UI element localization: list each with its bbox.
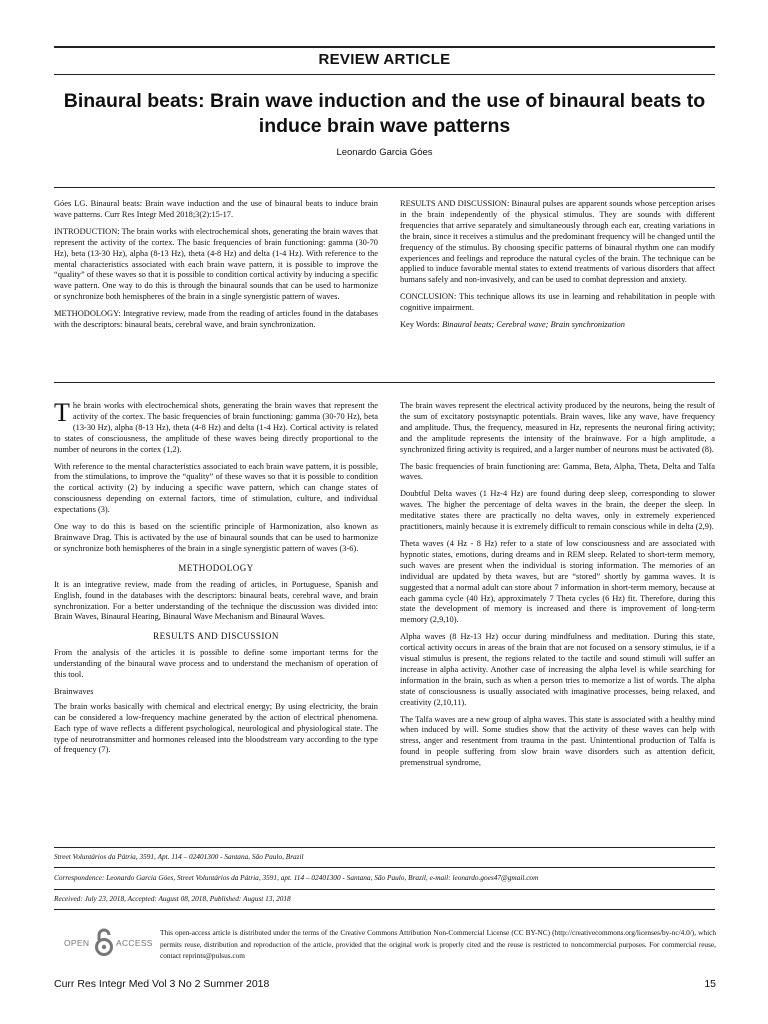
brainwaves-paragraph-2: The brain waves represent the electrical activity produced by the neurons, being the result of the sum of excitatory postsynaptic potentials. Brain waves, like any wave, have frequency and amplitude. Thus, the frequency, measured in Hz, represents the neuronal firing activity; and the amplitude represents the intensity of the brainwave. For a high amplitude, a synchronized firing activity is required, and a larger number of neurons must be activated (8). xyxy=(400,401,715,454)
license-text: This open-access article is distributed under the terms of the Creative Commons Attribution Non-Commercial License (CC BY-NC) (http://creativecommons.org/licenses/by-nc/4.0/), which permits reuse, distribution and reproduction of the article, provided that the original work is properly cited and the reuse is restricted to noncommercial purposes. For commercial reuse, contact reprints@pulsus.com xyxy=(160,928,716,960)
journal-footer: Curr Res Integr Med Vol 3 No 2 Summer 2018 xyxy=(54,978,270,990)
intro-paragraph-2: With reference to the mental characteristics associated to each brain wave pattern, it is possible, from the stimulations, to improve the “quality” of these waves so that it is possible to condition the cortical activity (2) by inducing a specific wave pattern, which can change states of consciousness depending on external factors, time of stimulation, culture, and individual expectations (3). xyxy=(54,461,378,515)
alpha-paragraph: Alpha waves (8 Hz-13 Hz) occur during mindfulness and meditation. During this state, cortical activity occurs in areas of the brain that are not focused on a sensory stimulus, ie if a visual stimulus is present, the regions related to the tactile and sound stimuli will suffer an increase in alpha activity. Another case of increasing the alpha level is while searching for information in the brain, such as when a person tries to memorize a list of words. The alpha state of consciousness is usually associated with imaginative processes, being relaxed, and creativity (2,10,11). xyxy=(400,632,715,707)
intro-paragraph-1-text: he brain works with electrochemical shots, generating the brain waves that represent the activity of the cortex. The basic frequencies of brain functioning: gamma (30-70 Hz), beta (13-30 Hz), alpha (8-13 Hz), theta (4-8 Hz) and delta (1-4 Hz). Cortical activity is related to states of consciousness, the amplitude of these waves being directly proportional to the number of neurons in the cortex (1,2). xyxy=(54,401,378,454)
abstract-citation: Góes LG. Binaural beats: Brain wave induction and the use of binaural beats to induce brain wave patterns. Curr Res Integr Med 2018;3(2):15-17. xyxy=(54,199,378,219)
methodology-paragraph: It is an integrative review, made from the reading of articles, in Portuguese, Spanish and English, found in the databases with the descriptors: binaural beats, cerebral wave, and brain synchronization. For a better understanding of the technique the discussion was divided into: Brain Waves, Binaural Hearing, Binaural Wave Mechanism and Binaural Waves. xyxy=(54,579,378,622)
frequencies-paragraph: The basic frequencies of brain functioning are: Gamma, Beta, Alpha, Theta, Delta and Talfa waves. xyxy=(400,461,715,482)
abstract-introduction: INTRODUCTION: The brain works with electrochemical shots, generating the brain waves that represent the activity of the cortex. The basic frequencies of brain functioning: gamma (30-70 Hz), beta (13-30 Hz), alpha (8-13 Hz), theta (4-8 Hz) and delta (1-4 Hz). With reference to the mental characteristics associated with each brain wave pattern, it is possible to improve the “quality” of these waves so that it is possible to condition cortical activity by inducing a specific wave pattern. One way to do this is through the binaural sounds that can be used to harmonize or synchronize both hemispheres of the brain in a single synergistic pattern of waves. xyxy=(54,226,378,302)
talfa-paragraph: The Talfa waves are a new group of alpha waves. This state is associated with a healthy mind when induced by will. Some studies show that the activity of these waves can help with stress, anger and resentment from trauma in the past. Unintentional production of Talfa is found in people suffering from slow brain wave disorders such as attention deficit, premenstrual syndrome, xyxy=(400,714,715,768)
abstract-right-column xyxy=(400,199,715,337)
abstract-results: RESULTS AND DISCUSSION: Binaural pulses are apparent sounds whose perception arises in the brain independently of the physical stimulus. They are sounds with different frequencies that arrive separately and simultaneously through each ear, creating variations in the brain, since it receives a stimulus and the predominant frequency will be changed until the frequency of the stimulus. By choosing specific patterns of binaural rhythm one can modify experiences and feelings and reproduce the natural cycles of the brain. The technique can be applied to induce favorable mental states to extend treatments of various disorders that affect humans safely and non-invasively, and can be used to combat depression and anxiety. xyxy=(400,199,715,285)
open-access-label-open: OPEN xyxy=(64,938,90,948)
footer-rule-3 xyxy=(54,889,715,890)
abstract-keywords xyxy=(400,320,715,331)
top-rule xyxy=(54,46,715,48)
abstract-left-column xyxy=(54,199,378,337)
article-title: Binaural beats: Brain wave induction and the use of binaural beats to induce brain wave patterns xyxy=(63,90,706,137)
drop-cap: T xyxy=(54,398,70,427)
results-paragraph: From the analysis of the articles it is possible to define some important terms for the understanding of the binaural wave process and to understand the mechanism of operation of this tool. xyxy=(54,648,378,680)
results-heading: RESULTS AND DISCUSSION xyxy=(153,631,279,642)
footer-rule-4 xyxy=(54,909,715,910)
brainwaves-subheading: Brainwaves xyxy=(54,686,94,696)
theta-paragraph: Theta waves (4 Hz - 8 Hz) refer to a state of low consciousness and are associated with hypnotic states, emotions, during dreams and in REM sleep. Related to short-term memory, such waves are present when the individual is storing information. The memories of an individual are updated by theta waves, but are “stored” shortly by gamma waves. It is suggested that a normal adult can store about 7 information in short-term memory, because at each gamma cycle (40 Hz), approximately 7 Theta cycles (6 Hz) fit. Therefore, during this state the development of memory is increased and there is improvement of long-term memory (2,9,10). xyxy=(400,538,715,625)
footer-rule-1 xyxy=(54,847,715,848)
delta-paragraph: Doubtful Delta waves (1 Hz-4 Hz) are found during deep sleep, corresponding to slower waves. The higher the percentage of delta waves in the brain, the deeper the sleep. In meditative states there are practically no delta waves, only in extremely experienced practitioners, mainly because it is extremely difficult to remain conscious while in delta (2,9). xyxy=(400,489,715,532)
section-label: REVIEW ARTICLE xyxy=(318,51,451,68)
open-access-label-access: ACCESS xyxy=(116,938,153,948)
open-access-logo xyxy=(64,928,154,956)
keywords: Binaural beats; Cerebral wave; Brain synchronization xyxy=(441,320,625,330)
footer-rule-2 xyxy=(54,867,715,868)
abstract-methodology: METHODOLOGY: Integrative review, made from the reading of articles found in the databases with the descriptors: binaural beats, cerebral wave, and brain synchronization. xyxy=(54,309,378,330)
section-rule xyxy=(54,74,715,75)
abstract-conclusion: CONCLUSION: This technique allows its use in learning and rehabilitation in people with cognitive impairment. xyxy=(400,292,715,313)
abstract-top-rule xyxy=(54,187,715,188)
methodology-heading: METHODOLOGY xyxy=(178,562,254,573)
keywords-label: Key Words: xyxy=(400,320,442,330)
author-line: Leonardo Garcia Góes xyxy=(336,147,433,158)
page-number: 15 xyxy=(704,978,716,990)
address-line: Street Voluntários da Pátria, 3591, Apt. 114 – 02401300 - Santana, São Paulo, Brazil xyxy=(54,852,304,861)
correspondence-line: Correspondence: Leonardo Garcia Góes, Street Voluntários da Pátria, 3591, apt. 114 – 02401300 - Santana, São Paulo, Brazil, e-mail: leonardo.goes47@gmail.com xyxy=(54,873,539,882)
abstract-bottom-rule xyxy=(54,382,715,383)
open-lock-icon xyxy=(94,928,114,956)
brainwaves-paragraph: The brain works basically with chemical and electrical energy; By using electricity, the brain can be considered a low-frequency machine generated by the action of electrical phenomena. Each type of wave reflects a different psychological, neurological and physiological state. The type of neurotransmitter and hormones released into the bloodstream vary according to the type of frequency (7). xyxy=(54,701,378,755)
dates-line: Received: July 23, 2018, Accepted: August 08, 2018, Published: August 13, 2018 xyxy=(54,894,291,903)
body-right-column xyxy=(400,401,715,775)
intro-paragraph-1 xyxy=(54,398,378,456)
body-left-column xyxy=(54,398,378,762)
intro-paragraph-3: One way to do this is based on the scientific principle of Harmonization, also known as Brainwave Drag. This is activated by the use of binaural sounds that can be used to harmonize or synchronize both hemispheres of the brain in a single synergistic pattern of waves (3-6). xyxy=(54,522,378,553)
